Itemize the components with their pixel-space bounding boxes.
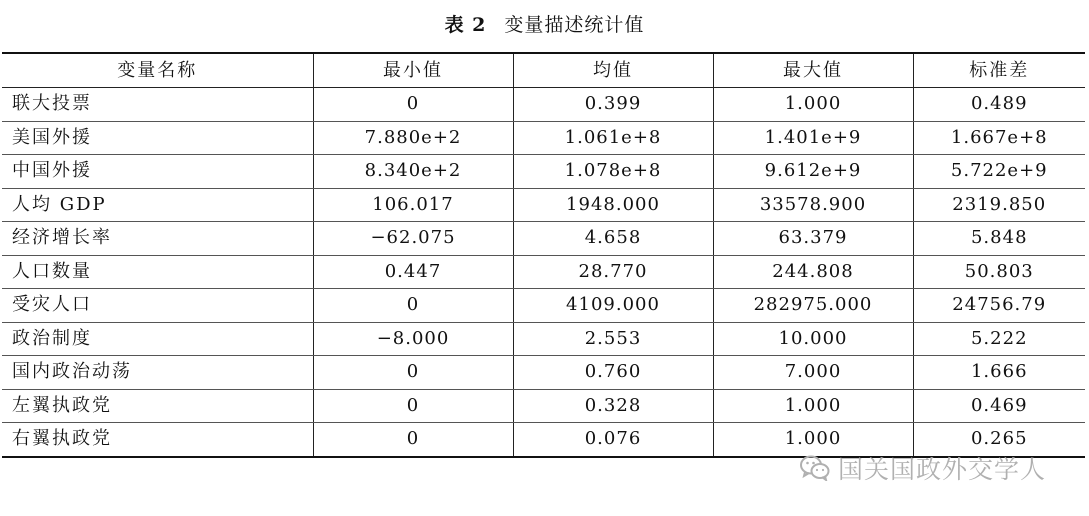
cell-max: 9.612e+9 — [713, 155, 913, 189]
cell-max: 1.401e+9 — [713, 121, 913, 155]
header-min: 最小值 — [313, 53, 513, 88]
cell-std: 5.222 — [913, 322, 1085, 356]
cell-mean: 2.553 — [513, 322, 713, 356]
cell-variable-name: 美国外援 — [2, 121, 313, 155]
table-number: 表 2 — [444, 14, 487, 36]
table-row — [2, 222, 1085, 256]
cell-max: 10.000 — [713, 322, 913, 356]
cell-variable-name: 经济增长率 — [2, 222, 313, 256]
watermark-text: 国关国政外交学人 — [838, 455, 1047, 484]
header-row — [2, 53, 1085, 88]
cell-min: 0 — [313, 88, 513, 122]
cell-max: 7.000 — [713, 356, 913, 390]
table-caption — [0, 10, 1089, 37]
cell-std: 0.469 — [913, 389, 1085, 423]
table-body — [2, 88, 1085, 457]
cell-mean: 4.658 — [513, 222, 713, 256]
cell-max: 244.808 — [713, 255, 913, 289]
cell-min: 8.340e+2 — [313, 155, 513, 189]
cell-min: 0 — [313, 389, 513, 423]
cell-min: 106.017 — [313, 188, 513, 222]
descriptive-statistics-table — [2, 52, 1085, 458]
cell-max: 1.000 — [713, 88, 913, 122]
cell-mean: 0.328 — [513, 389, 713, 423]
table-row — [2, 121, 1085, 155]
cell-min: 0.447 — [313, 255, 513, 289]
cell-mean: 0.399 — [513, 88, 713, 122]
table-row — [2, 88, 1085, 122]
table-row — [2, 188, 1085, 222]
cell-min: 0 — [313, 289, 513, 323]
cell-std: 5.722e+9 — [913, 155, 1085, 189]
header-max: 最大值 — [713, 53, 913, 88]
cell-variable-name: 中国外援 — [2, 155, 313, 189]
cell-min: 0 — [313, 423, 513, 457]
table-title: 变量描述统计值 — [504, 14, 645, 36]
cell-max: 33578.900 — [713, 188, 913, 222]
cell-variable-name: 右翼执政党 — [2, 423, 313, 457]
cell-min: −62.075 — [313, 222, 513, 256]
cell-mean: 1948.000 — [513, 188, 713, 222]
cell-variable-name: 左翼执政党 — [2, 389, 313, 423]
cell-std: 0.265 — [913, 423, 1085, 457]
header-mean: 均值 — [513, 53, 713, 88]
cell-std: 50.803 — [913, 255, 1085, 289]
cell-mean: 1.061e+8 — [513, 121, 713, 155]
cell-min: −8.000 — [313, 322, 513, 356]
cell-min: 7.880e+2 — [313, 121, 513, 155]
cell-mean: 0.760 — [513, 356, 713, 390]
table-row — [2, 389, 1085, 423]
cell-max: 63.379 — [713, 222, 913, 256]
table-row — [2, 356, 1085, 390]
table-row — [2, 155, 1085, 189]
cell-variable-name: 人口数量 — [2, 255, 313, 289]
watermark — [800, 450, 1046, 486]
cell-std: 0.489 — [913, 88, 1085, 122]
cell-mean: 0.076 — [513, 423, 713, 457]
cell-variable-name: 人均 GDP — [2, 188, 313, 222]
table-row — [2, 322, 1085, 356]
cell-std: 1.667e+8 — [913, 121, 1085, 155]
cell-variable-name: 国内政治动荡 — [2, 356, 313, 390]
cell-max: 282975.000 — [713, 289, 913, 323]
cell-variable-name: 受灾人口 — [2, 289, 313, 323]
header-variable-name: 变量名称 — [2, 53, 313, 88]
cell-mean: 4109.000 — [513, 289, 713, 323]
table-row — [2, 289, 1085, 323]
cell-max: 1.000 — [713, 423, 913, 457]
cell-variable-name: 联大投票 — [2, 88, 313, 122]
cell-variable-name: 政治制度 — [2, 322, 313, 356]
cell-std: 24756.79 — [913, 289, 1085, 323]
cell-std: 1.666 — [913, 356, 1085, 390]
cell-max: 1.000 — [713, 389, 913, 423]
cell-std: 5.848 — [913, 222, 1085, 256]
wechat-icon — [800, 455, 830, 481]
table-row — [2, 255, 1085, 289]
cell-min: 0 — [313, 356, 513, 390]
cell-mean: 1.078e+8 — [513, 155, 713, 189]
header-std: 标准差 — [913, 53, 1085, 88]
cell-std: 2319.850 — [913, 188, 1085, 222]
cell-mean: 28.770 — [513, 255, 713, 289]
